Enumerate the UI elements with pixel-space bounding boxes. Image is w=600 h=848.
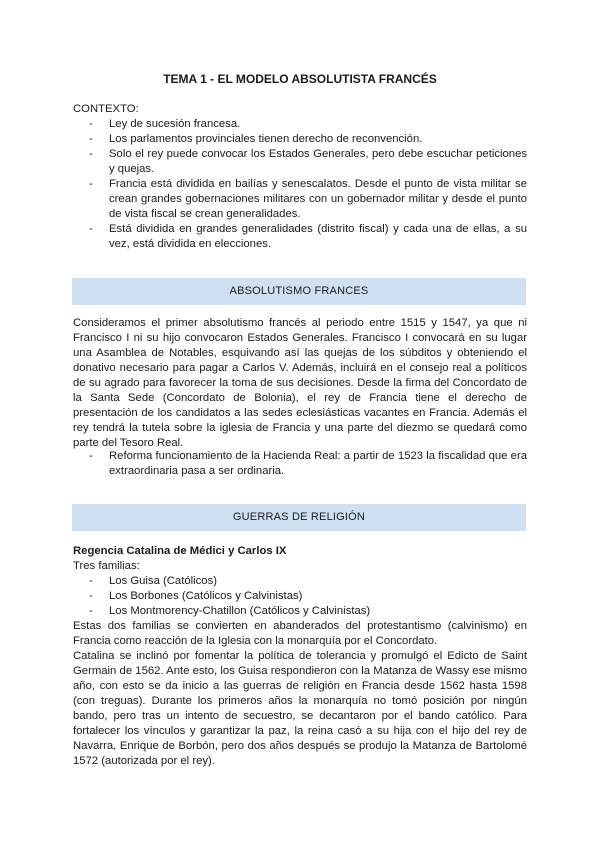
- list-item: - Ley de sucesión francesa.: [89, 118, 241, 130]
- list-item: - Reforma funcionamiento de la Hacienda Real: a partir de 1523 la fiscalidad que era extraordinaria pasa a ser ordinaria.: [89, 450, 527, 477]
- dash-bullet: -: [89, 223, 93, 235]
- list-item: - Los parlamentos provinciales tienen derecho de reconvención.: [89, 133, 423, 145]
- section-heading-guerras: GUERRAS DE RELIGIÓN: [72, 504, 526, 531]
- section-heading-absolutismo: ABSOLUTISMO FRANCES: [72, 278, 526, 305]
- families-list: [73, 574, 527, 619]
- context-list: [73, 117, 527, 252]
- dash-bullet: -: [89, 148, 93, 160]
- dash-bullet: -: [89, 575, 93, 587]
- list-item: - Francia está dividida en bailías y senescalatos. Desde el punto de vista militar se crean grandes gobernaciones militares con un gobernador militar y desde el punto de vista fiscal se crean generalidades.: [89, 178, 527, 220]
- page-title: TEMA 1 - EL MODELO ABSOLUTISTA FRANCÉS: [163, 72, 437, 86]
- context-label: CONTEXTO:: [73, 103, 139, 115]
- list-item: - Está dividida en grandes generalidades (distrito fiscal) y cada una de ellas, a su vez, está dividida en elecciones.: [89, 223, 527, 250]
- list-item: - Los Borbones (Católicos y Calvinistas): [89, 590, 303, 602]
- families-label: Tres familias:: [73, 560, 140, 572]
- regencia-subheading: Regencia Catalina de Médici y Carlos IX: [73, 545, 287, 557]
- dash-bullet: -: [89, 118, 93, 130]
- absolutismo-paragraph: Consideramos el primer absolutismo francés al periodo entre 1515 y 1547, ya que ni Francisco I ni su hijo convocaron Estados Generales. Francisco I convocará en su lugar una Asamblea de Notables, esquivando así las quejas de los súbditos y obteniendo el donativo necesario para pagar a Carlos V. Además, incluirá en el consejo real a políticos de su agrado para favorecer la toma de sus decisiones. Desde la firma del Concordato de la Santa Sede (Concordato de Bolonia), el rey de Francia tiene el derecho de presentación de los candidatos a las sedes eclesiásticas vacantes en Francia. Además el rey tendrá la tutela sobre la iglesia de Francia y una parte del diezmo se quedará como parte del Tesoro Real.: [73, 317, 527, 449]
- reform-list: [73, 449, 527, 479]
- dash-bullet: -: [89, 590, 93, 602]
- list-item: - Los Guisa (Católicos): [89, 575, 217, 587]
- dash-bullet: -: [89, 450, 93, 462]
- dash-bullet: -: [89, 178, 93, 190]
- catalina-paragraph: Catalina se inclinó por fomentar la política de tolerancia y promulgó el Edicto de Saint Germain de 1562. Ante esto, los Guisa respondieron con la Matanza de Wassy ese mismo año, con esto se da inicio a las guerras de religión en Francia desde 1562 hasta 1598 (con treguas). Durante los primeros años la monarquía no tomó posición por ningún bando, pero tras un intento de secuestro, se decantaron por el bando católico. Para fortalecer los vínculos y garantizar la paz, la reina casó a su hija con el hijo del rey de Navarra, Enrique de Borbón, pero dos años después se produjo la Matanza de Bartolomé 1572 (autorizada por el rey).: [73, 650, 527, 767]
- dash-bullet: -: [89, 605, 93, 617]
- list-item: - Los Montmorency-Chatillon (Católicos y Calvinistas): [89, 605, 371, 617]
- families-paragraph: Estas dos familias se convierten en abanderados del protestantismo (calvinismo) en Francia como reacción de la Iglesia con la monarquía por el Concordato.: [73, 620, 527, 647]
- list-item: - Solo el rey puede convocar los Estados Generales, pero debe escuchar peticiones y quejas.: [89, 148, 527, 175]
- dash-bullet: -: [89, 133, 93, 145]
